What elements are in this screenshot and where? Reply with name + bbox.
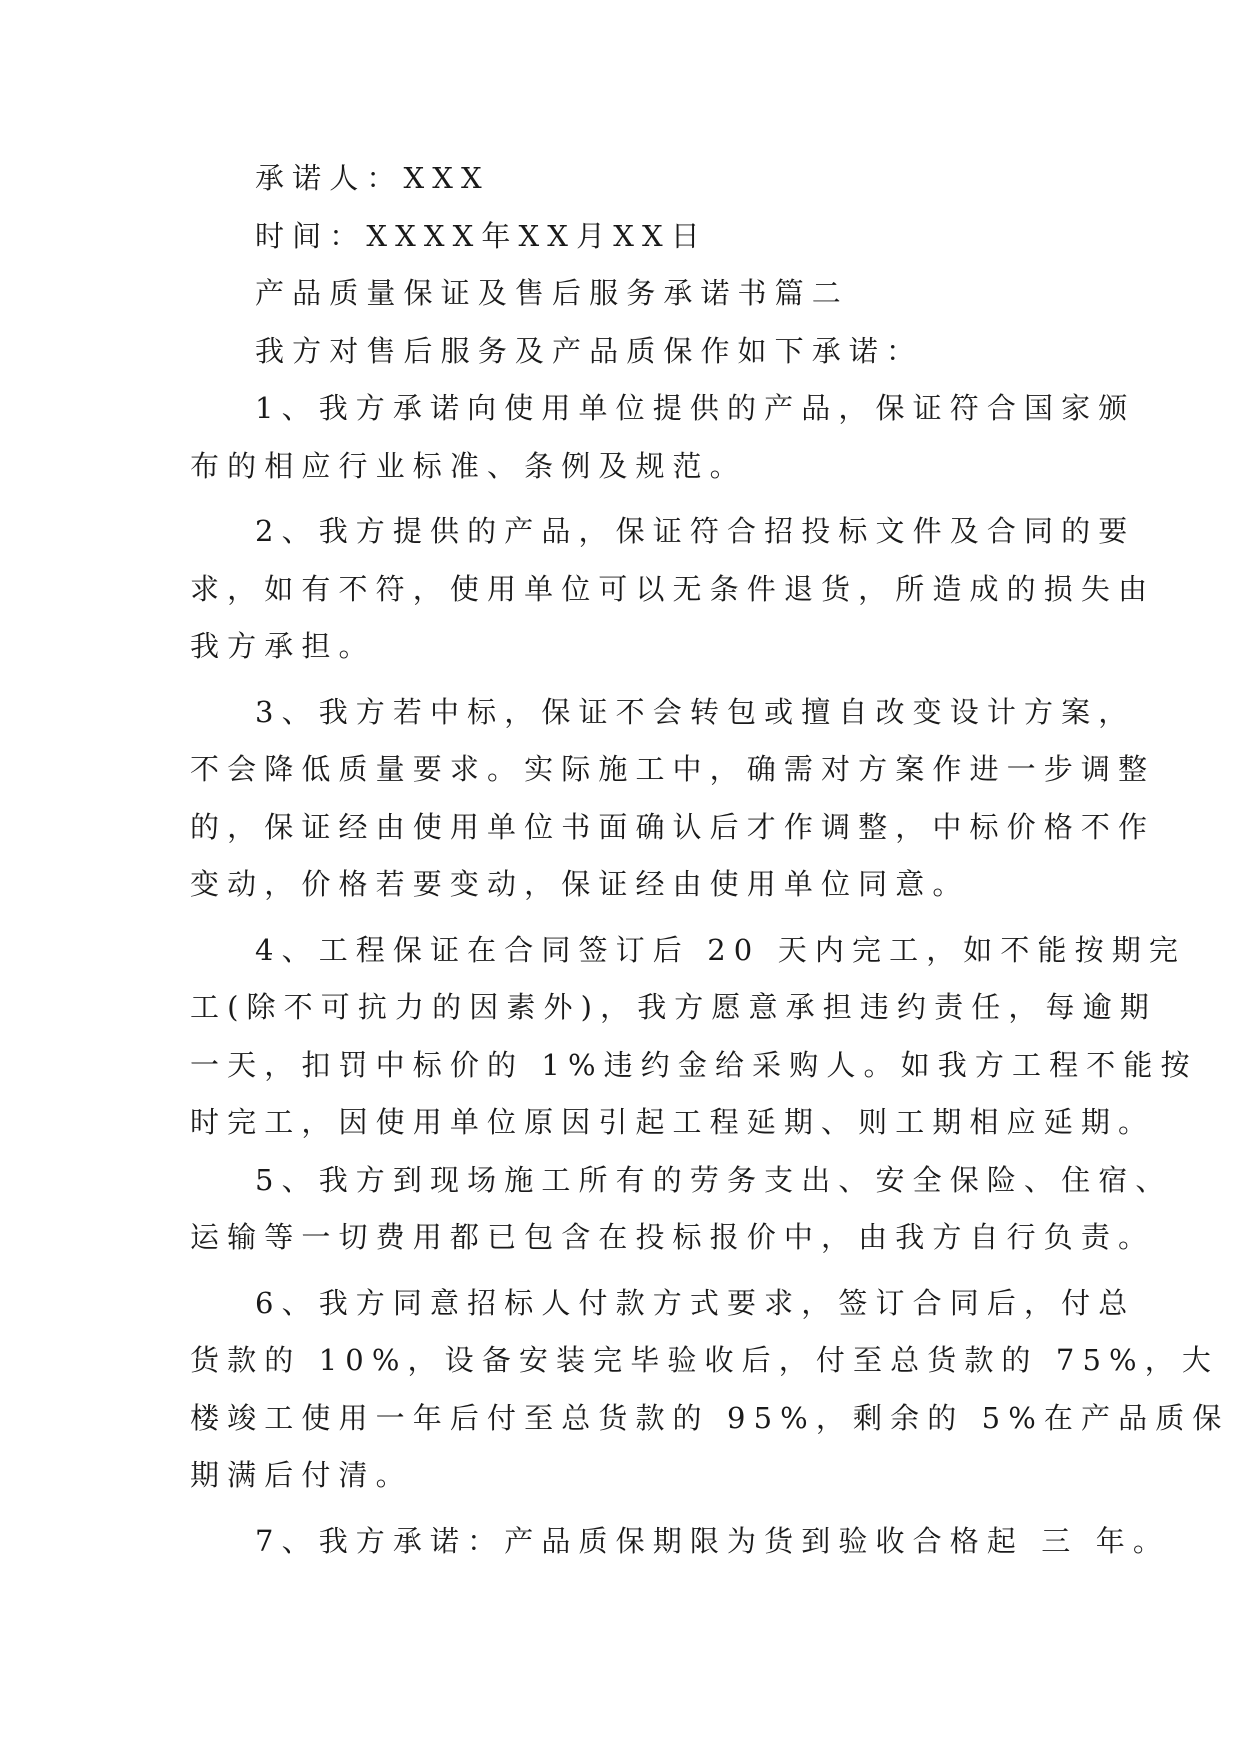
intro-paragraph: 我方对售后服务及产品质保作如下承诺： (255, 333, 924, 368)
paragraph-line: 楼竣工使用一年后付至总货款的 95%，剩余的 5%在产品质保 (190, 1400, 1230, 1435)
commitment-item-5 (190, 1152, 1173, 1267)
paragraph-line: 货款的 10%，设备安装完毕验收后，付至总货款的 75%，大 (190, 1343, 1219, 1377)
paragraph-line: 4、工程保证在合同签订后 20 天内完工，如不能按期完 (255, 932, 1187, 967)
commitment-item-1 (190, 380, 1136, 495)
paragraph-line: 1、我方承诺向使用单位提供的产品，保证符合国家颁 (255, 391, 1136, 425)
paragraph-line: 运输等一切费用都已包含在投标报价中，由我方自行负责。 (190, 1220, 1156, 1254)
paragraph-line: 工(除不可抗力的因素外)，我方愿意承担违约责任，每逾期 (190, 990, 1157, 1024)
paragraph-line: 求，如有不符，使用单位可以无条件退货，所造成的损失由 (190, 571, 1156, 606)
paragraph-line: 6、我方同意招标人付款方式要求，签订合同后，付总 (255, 1285, 1136, 1320)
paragraph-line: 3、我方若中标，保证不会转包或擅自改变设计方案， (255, 694, 1136, 729)
paragraph-line: 5、我方到现场施工所有的劳务支出、安全保险、住宿、 (255, 1162, 1173, 1197)
paragraph-line: 布的相应行业标准、条例及规范。 (190, 448, 747, 483)
document-page (190, 150, 1230, 1570)
paragraph-line: 不会降低质量要求。实际施工中，确需对方案作进一步调整 (190, 752, 1156, 786)
signatory-line: 承诺人：XXX (255, 161, 490, 195)
paragraph-line: 一天，扣罚中标价的 1%违约金给采购人。如我方工程不能按 (190, 1047, 1198, 1082)
paragraph-line: 期满后付清。 (190, 1458, 413, 1492)
paragraph-line: 2、我方提供的产品，保证符合招投标文件及合同的要 (255, 514, 1136, 548)
commitment-item-4 (190, 922, 1198, 1152)
paragraph-line: 的，保证经由使用单位书面确认后才作调整，中标价格不作 (190, 809, 1156, 844)
paragraph-line: 我方承担。 (190, 629, 376, 663)
commitment-item-3 (190, 684, 1156, 914)
paragraph-line: 7、我方承诺：产品质保期限为货到验收合格起 三 年。 (255, 1523, 1171, 1558)
commitment-item-6 (190, 1275, 1230, 1505)
commitment-item-2 (190, 503, 1156, 676)
commitment-item-7 (190, 1513, 1171, 1571)
section-title: 产品质量保证及售后服务承诺书篇二 (255, 276, 849, 310)
date-line: 时间：XXXX年XX月XX日 (255, 218, 708, 253)
paragraph-line: 变动，价格若要变动，保证经由使用单位同意。 (190, 867, 970, 901)
paragraph-line: 时完工，因使用单位原因引起工程延期、则工期相应延期。 (190, 1105, 1156, 1139)
